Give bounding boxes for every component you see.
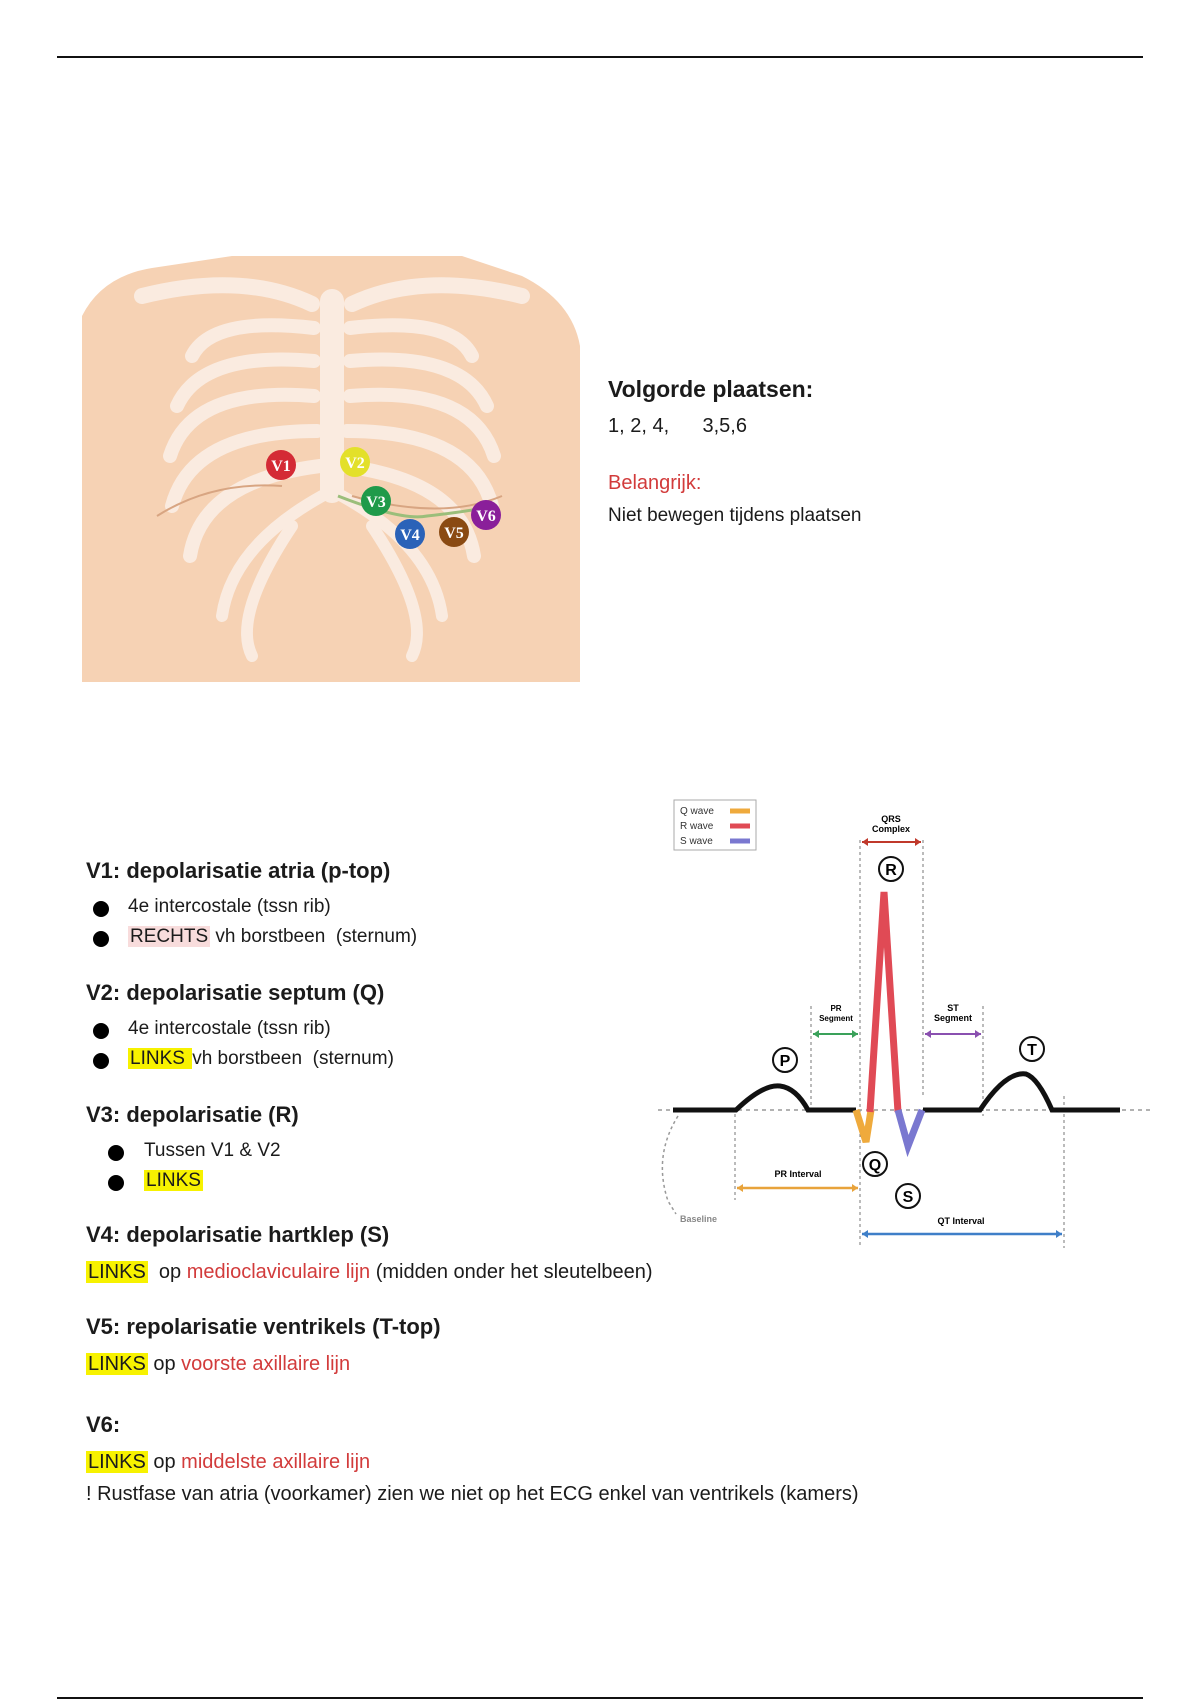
- wave-p-label: P: [779, 1053, 791, 1070]
- electrode-v2: [340, 447, 370, 477]
- v3-bullet-2: [86, 1166, 1136, 1196]
- wave-t-label: T: [1027, 1042, 1037, 1059]
- v2-bullet-2-text: vh borstbeen (sternum): [192, 1048, 394, 1069]
- v6-text: [86, 1446, 1136, 1478]
- electrode-v5: [439, 517, 469, 547]
- important-label: Belangrijk:: [608, 472, 702, 494]
- v4-op: op: [147, 1261, 187, 1283]
- legend-r-label: R wave: [680, 821, 714, 832]
- pr-segment-label-2: Segment: [819, 1014, 853, 1023]
- bottom-rule: [57, 1697, 1143, 1699]
- st-segment-label-2: Segment: [933, 1013, 973, 1023]
- electrode-v3: [361, 486, 391, 516]
- electrode-v4-label: V4: [400, 527, 420, 544]
- section-v5: [86, 1314, 1136, 1380]
- wave-q-label: Q: [868, 1157, 882, 1174]
- wave-r-label: R: [885, 862, 897, 879]
- legend-q-label: Q wave: [680, 806, 714, 817]
- v2-bullet-1: 4e intercostale (tssn rib): [86, 1014, 1136, 1044]
- ecg-legend: [674, 800, 756, 850]
- electrode-v5-label: V5: [444, 525, 464, 542]
- placement-heading: Volgorde plaatsen:: [608, 376, 814, 402]
- v2-bullet-2: [86, 1044, 1136, 1074]
- v1-bullet-1: 4e intercostale (tssn rib): [86, 892, 1136, 922]
- wave-s-label: S: [902, 1189, 914, 1206]
- st-segment-label-1: ST: [947, 1003, 959, 1013]
- electrode-v6-label: V6: [476, 508, 496, 525]
- section-v4: [86, 1222, 1136, 1288]
- placement-note: [608, 376, 1028, 527]
- v1-title: V1: depolarisatie atria (p-top): [86, 858, 391, 883]
- v4-text: [86, 1256, 1136, 1288]
- v1-highlight: RECHTS: [130, 926, 209, 947]
- important-text: Niet bewegen tijdens plaatsen: [608, 505, 862, 526]
- v2-highlight: LINKS: [130, 1048, 191, 1069]
- section-v1: [86, 858, 1136, 952]
- lead-descriptions: [86, 858, 1136, 1510]
- v4-red-text: medioclaviculaire lijn: [186, 1261, 371, 1283]
- v1-bullet-2-text: vh borstbeen (sternum): [210, 926, 418, 947]
- v3-title: V3: depolarisatie (R): [86, 1102, 299, 1127]
- qt-interval-label: QT Interval: [937, 1216, 985, 1226]
- v3-highlight: LINKS: [146, 1170, 201, 1191]
- electrode-v1-label: V1: [271, 458, 291, 475]
- v5-highlight: LINKS: [88, 1353, 146, 1375]
- v1-bullet-2: [86, 922, 1136, 952]
- v6-op: op: [147, 1451, 182, 1473]
- section-v3: [86, 1102, 1136, 1196]
- v5-red-text: voorste axillaire lijn: [181, 1353, 351, 1375]
- electrode-v1: [266, 450, 296, 480]
- v6-red-text: middelste axillaire lijn: [181, 1451, 371, 1473]
- placement-order: 1, 2, 4, 3,5,6: [608, 415, 747, 437]
- pr-segment-label-1: PR: [830, 1004, 842, 1013]
- v2-title: V2: depolarisatie septum (Q): [86, 980, 385, 1005]
- qrs-label-2: Complex: [871, 824, 911, 834]
- qrs-label-1: QRS: [881, 814, 901, 824]
- section-v6: [86, 1412, 1136, 1510]
- electrode-v3-label: V3: [366, 494, 386, 511]
- legend-s-label: S wave: [680, 836, 713, 847]
- section-v2: [86, 980, 1136, 1074]
- chest-electrode-illustration: [82, 256, 580, 682]
- v5-title: V5: repolarisatie ventrikels (T-top): [86, 1314, 441, 1339]
- electrode-v2-label: V2: [345, 455, 365, 472]
- v6-highlight: LINKS: [88, 1451, 146, 1473]
- pr-interval-label: PR Interval: [774, 1169, 822, 1179]
- electrode-v4: [395, 519, 425, 549]
- v5-text: [86, 1348, 1136, 1380]
- v6-note: ! Rustfase van atria (voorkamer) zien we niet op het ECG enkel van ventrikels (kamers): [86, 1483, 859, 1505]
- v5-op: op: [147, 1353, 182, 1375]
- v4-title: V4: depolarisatie hartklep (S): [86, 1222, 390, 1247]
- electrode-v6: [471, 500, 501, 530]
- top-rule: [57, 56, 1143, 58]
- v4-highlight: LINKS: [88, 1261, 146, 1283]
- v3-bullet-1: Tussen V1 & V2: [86, 1136, 1136, 1166]
- baseline-label: Baseline: [680, 1214, 718, 1224]
- v4-rest-text: (midden onder het sleutelbeen): [370, 1261, 653, 1283]
- v6-title: V6:: [86, 1412, 121, 1437]
